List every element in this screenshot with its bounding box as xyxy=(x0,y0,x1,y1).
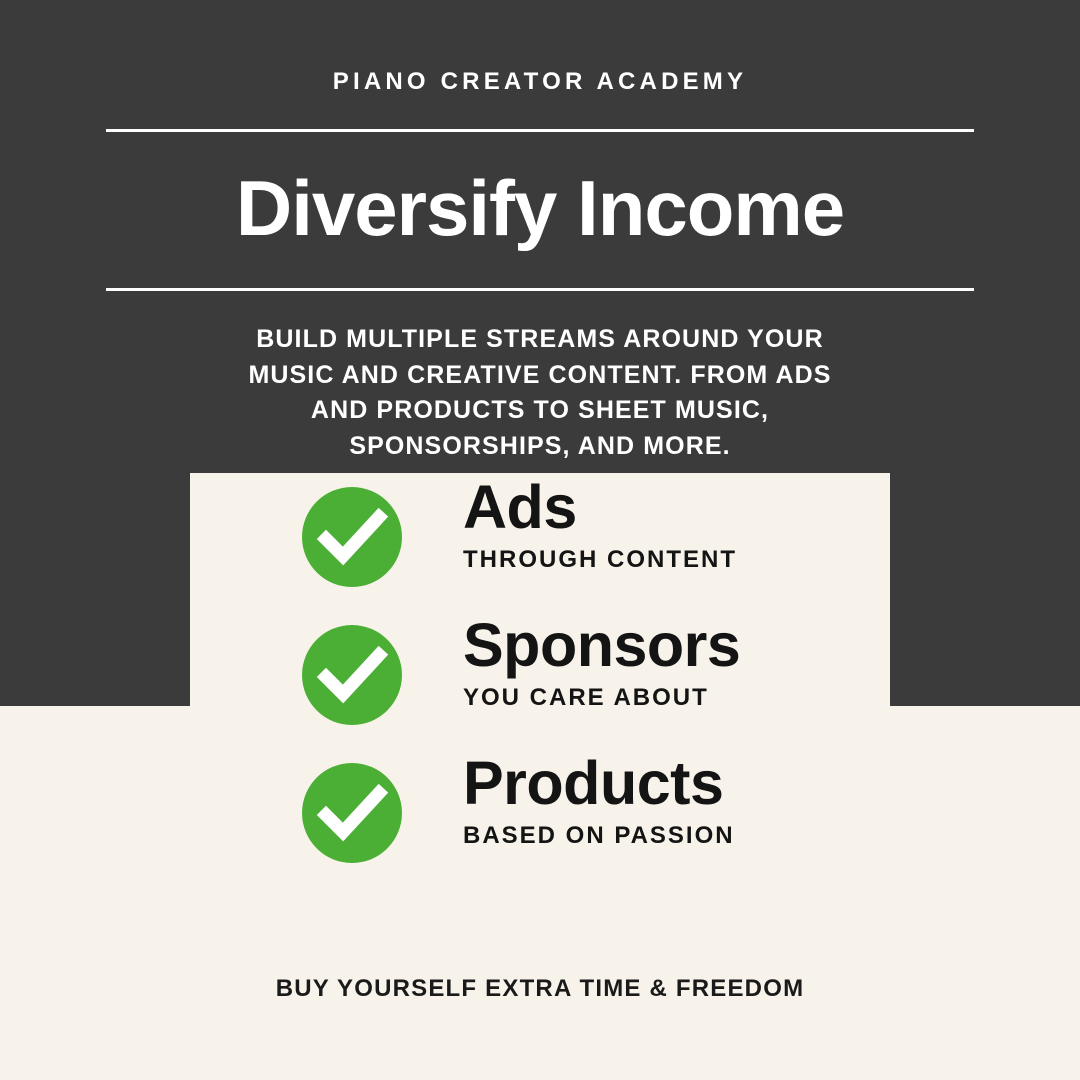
list-item xyxy=(190,611,890,749)
list-item xyxy=(190,749,890,887)
check-circle-icon-shape xyxy=(302,763,402,863)
list-item-title: Products xyxy=(463,749,724,817)
page-title: Diversify Income xyxy=(235,164,845,252)
list-item-subtitle: BASED ON PASSION xyxy=(463,822,735,849)
check-circle-icon xyxy=(302,611,406,725)
check-circle-icon-shape xyxy=(302,487,402,587)
subheading-text: BUILD MULTIPLE STREAMS AROUND YOUR MUSIC AND CREATIVE CONTENT. FROM ADS AND PRODUCTS TO SHEET MUSIC, SPONSORSHIPS, AND MORE. xyxy=(248,325,832,460)
list-item xyxy=(190,473,890,611)
list-item-title: Ads xyxy=(463,473,577,541)
check-circle-icon xyxy=(302,473,406,587)
brand-title: PIANO CREATOR ACADEMY xyxy=(332,68,748,95)
list-item-text xyxy=(406,749,735,850)
list-item-text xyxy=(406,473,737,574)
divider-top xyxy=(106,129,974,132)
benefits-list xyxy=(190,473,890,887)
footer-text: BUY YOURSELF EXTRA TIME & FREEDOM xyxy=(275,975,805,1002)
list-item-subtitle: THROUGH CONTENT xyxy=(463,546,737,573)
list-item-subtitle: YOU CARE ABOUT xyxy=(463,684,709,711)
check-circle-icon-shape xyxy=(302,625,402,725)
list-item-text xyxy=(406,611,740,712)
check-circle-icon xyxy=(302,749,406,863)
benefits-card xyxy=(190,473,890,943)
divider-bottom xyxy=(106,288,974,291)
list-item-title: Sponsors xyxy=(463,611,741,679)
